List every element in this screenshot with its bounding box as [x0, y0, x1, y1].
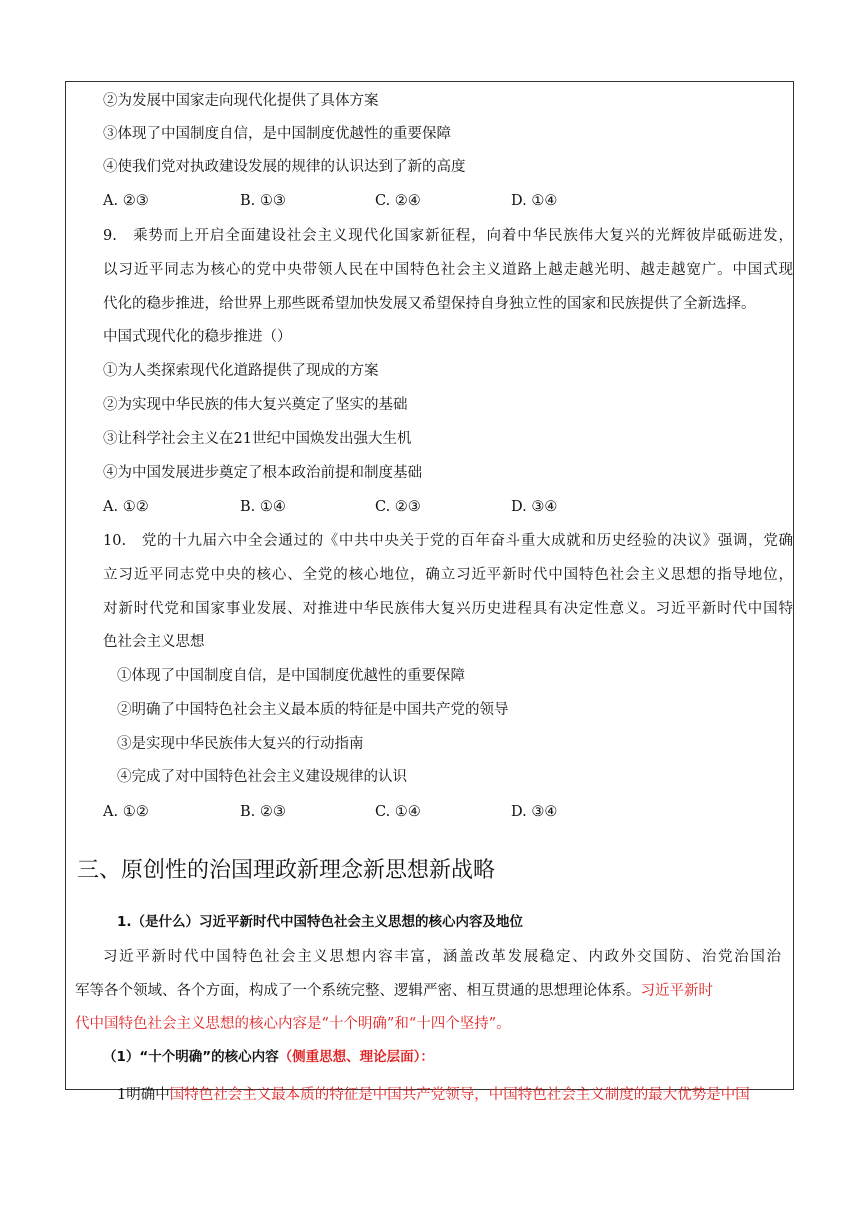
- q10-text-line-1: 10. 党的十九届六中全会通过的《中共中央关于党的百年奋斗重大成就和历史经验的决议》强调，党确: [103, 533, 793, 549]
- section-heading: 三、原创性的治国理政新理念新思想新战略: [77, 858, 496, 883]
- q10-option-d[interactable]: D. ③④: [511, 804, 558, 820]
- q9-text-line-2: 以习近平同志为核心的党中央带领人民在中国特色社会主义道路上越走越光明、越走越宽广。中国式现: [103, 262, 793, 278]
- q10-option-a[interactable]: A. ①②: [103, 804, 149, 820]
- subheading-2: [103, 1047, 434, 1067]
- q10-option-c[interactable]: C. ①④: [375, 804, 421, 820]
- q10-statement-1: ①体现了中国制度自信，是中国制度优越性的重要保障: [117, 668, 465, 684]
- q9-option-d[interactable]: D. ③④: [511, 499, 558, 515]
- paragraph-line-1: 习近平新时代中国特色社会主义思想内容丰富，涵盖改革发展稳定、内政外交国防、治党治国治: [103, 949, 781, 965]
- q9-option-c[interactable]: C. ②③: [375, 499, 421, 515]
- paragraph-line-2-highlight: 习近平新时: [640, 983, 713, 999]
- paragraph-line-2: [75, 981, 713, 1001]
- q9-stem: 中国式现代化的稳步推进（）: [103, 329, 292, 345]
- q9-statement-2: ②为实现中华民族的伟大复兴奠定了坚实的基础: [103, 397, 408, 413]
- subheading-2-note: （侧重思想、理论层面）：: [278, 1049, 434, 1065]
- q10-statement-4: ④完成了对中国特色社会主义建设规律的认识: [117, 769, 407, 785]
- paragraph-line-2-text: 军等各个领域、各个方面，构成了一个系统完整、逻辑严密、相互贯通的思想理论体系。: [75, 983, 641, 999]
- q8-statement-2: ②为发展中国家走向现代化提供了具体方案: [103, 93, 379, 109]
- q10-text-line-2: 立习近平同志党中央的核心、全党的核心地位，确立习近平新时代中国特色社会主义思想的指导地位，: [103, 567, 793, 583]
- q9-option-a[interactable]: A. ①②: [103, 499, 149, 515]
- last-line-prefix: 1明确中: [117, 1087, 170, 1103]
- q10-text-line-4: 色社会主义思想: [103, 634, 205, 650]
- q8-statement-4: ④使我们党对执政建设发展的规律的认识达到了新的高度: [103, 159, 466, 175]
- last-line-highlight: 国特色社会主义最本质的特征是中国共产党领导，中国特色社会主义制度的最大优势是中国: [169, 1087, 750, 1103]
- subheading-2-title: （1）“十个明确”的核心内容: [103, 1049, 279, 1065]
- q8-option-a[interactable]: A. ②③: [103, 193, 149, 209]
- q10-option-b[interactable]: B. ②③: [240, 804, 286, 820]
- q9-statement-3: ③让科学社会主义在21世纪中国焕发出强大生机: [103, 431, 412, 447]
- q8-statement-3: ③体现了中国制度自信，是中国制度优越性的重要保障: [103, 126, 451, 142]
- q8-option-d[interactable]: D. ①④: [511, 193, 558, 209]
- q10-statement-3: ③是实现中华民族伟大复兴的行动指南: [117, 736, 364, 752]
- q8-option-b[interactable]: B. ①③: [240, 193, 286, 209]
- subheading-1: 1.（是什么）习近平新时代中国特色社会主义思想的核心内容及地位: [117, 914, 524, 930]
- last-line: [117, 1085, 750, 1105]
- q9-statement-4: ④为中国发展进步奠定了根本政治前提和制度基础: [103, 465, 422, 481]
- q9-option-b[interactable]: B. ①④: [240, 499, 286, 515]
- q9-text-line-1: 9. 乘势而上开启全面建设社会主义现代化国家新征程，向着中华民族伟大复兴的光辉彼岸砥砺进发，: [103, 228, 793, 244]
- q9-statement-1: ①为人类探索现代化道路提供了现成的方案: [103, 363, 379, 379]
- q10-statement-2: ②明确了中国特色社会主义最本质的特征是中国共产党的领导: [117, 702, 509, 718]
- q9-text-line-3: 代化的稳步推进，给世界上那些既希望加快发展又希望保持自身独立性的国家和民族提供了全新选择。: [103, 296, 756, 312]
- q10-text-line-3: 对新时代党和国家事业发展、对推进中华民族伟大复兴历史进程具有决定性意义。习近平新时代中国特: [103, 601, 793, 617]
- q8-option-c[interactable]: C. ②④: [375, 193, 421, 209]
- paragraph-line-3-highlight: 代中国特色社会主义思想的核心内容是“十个明确”和“十四个坚持”。: [75, 1016, 511, 1032]
